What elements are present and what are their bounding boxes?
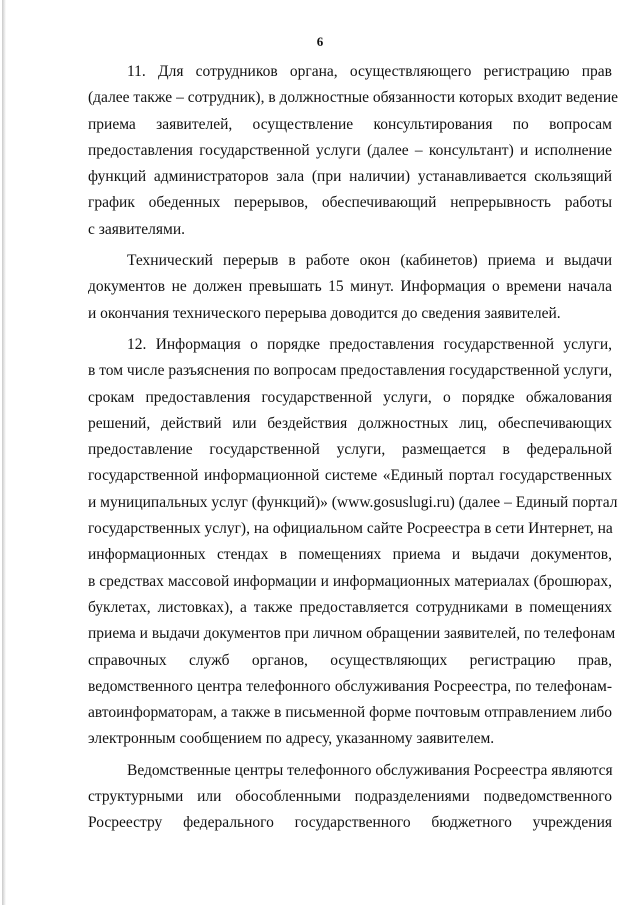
text-line: в том числе разъяснения по вопросам предоставления государственной услуги, (88, 362, 613, 380)
document-body (88, 59, 619, 842)
paragraph-technical-break (88, 248, 612, 327)
text-line: документов не должен превышать 15 минут. Информация о времени начала (88, 278, 612, 296)
text-line: в средствах массовой информации и информационных материалах (брошюрах, (88, 572, 612, 590)
page-number: 6 (316, 34, 324, 49)
paragraph-call-centers (88, 758, 612, 837)
text-line: приема и выдачи документов при личном обращении заявителей, по телефонам (88, 625, 616, 643)
scan-edge-shadow (2, 0, 6, 905)
text-line: функций администраторов зала (при наличии) устанавливается скользящий (88, 168, 612, 186)
text-line: государственных услуг), на официальном сайте Росреестра в сети Интернет, на (88, 520, 613, 538)
text-line: ведомственного центра телефонного обслуживания Росреестра, по телефонам- (88, 677, 612, 695)
paragraph-11 (88, 59, 619, 243)
text-line: приема заявителей, осуществление консультирования по вопросам (88, 115, 612, 133)
text-line: Технический перерыв в работе окон (кабинетов) приема и выдачи (127, 252, 612, 270)
paragraph-12 (88, 332, 618, 753)
text-line: срокам предоставления государственной услуги, о порядке обжалования (88, 388, 612, 406)
text-line: информационных стендах в помещениях приема и выдачи документов, (88, 546, 612, 564)
text-line: структурными или обособленными подразделениями подведомственного (88, 788, 612, 806)
text-line: (далее также – сотрудник), в должностные обязанности которых входит ведение (88, 89, 619, 107)
text-line: и окончания технического перерыва доводится до сведения заявителей. (88, 304, 561, 322)
text-line: справочных служб органов, осуществляющих регистрацию прав, (88, 651, 612, 669)
text-line: график обеденных перерывов, обеспечивающий непрерывность работы (88, 194, 612, 212)
text-line: Росреестру федерального государственного бюджетного учреждения (88, 814, 612, 832)
text-line: государственной информационной системе «Единый портал государственных (88, 467, 612, 485)
text-line: с заявителями. (88, 220, 185, 238)
text-line: Ведомственные центры телефонного обслуживания Росреестра являются (127, 761, 613, 779)
text-line: 11. Для сотрудников органа, осуществляющего регистрацию прав (127, 63, 612, 80)
text-line: 12. Информация о порядке предоставления государственной услуги, (127, 335, 612, 353)
text-line: и муниципальных услуг (функций)» (www.gosuslugi.ru) (далее – Единый портал (88, 493, 618, 511)
text-line: решений, действий или бездействия должностных лиц, обеспечивающих (88, 414, 612, 432)
text-line: электронным сообщением по адресу, указанному заявителем. (88, 730, 495, 748)
text-line: автоинформаторам, а также в письменной форме почтовым отправлением либо (88, 704, 612, 722)
text-line: предоставление государственной услуги, размещается в федеральной (88, 441, 612, 459)
text-line: предоставления государственной услуги (далее – консультант) и исполнение (88, 141, 612, 159)
text-line: буклетах, листовках), а также предоставляется сотрудниками в помещениях (88, 598, 612, 616)
